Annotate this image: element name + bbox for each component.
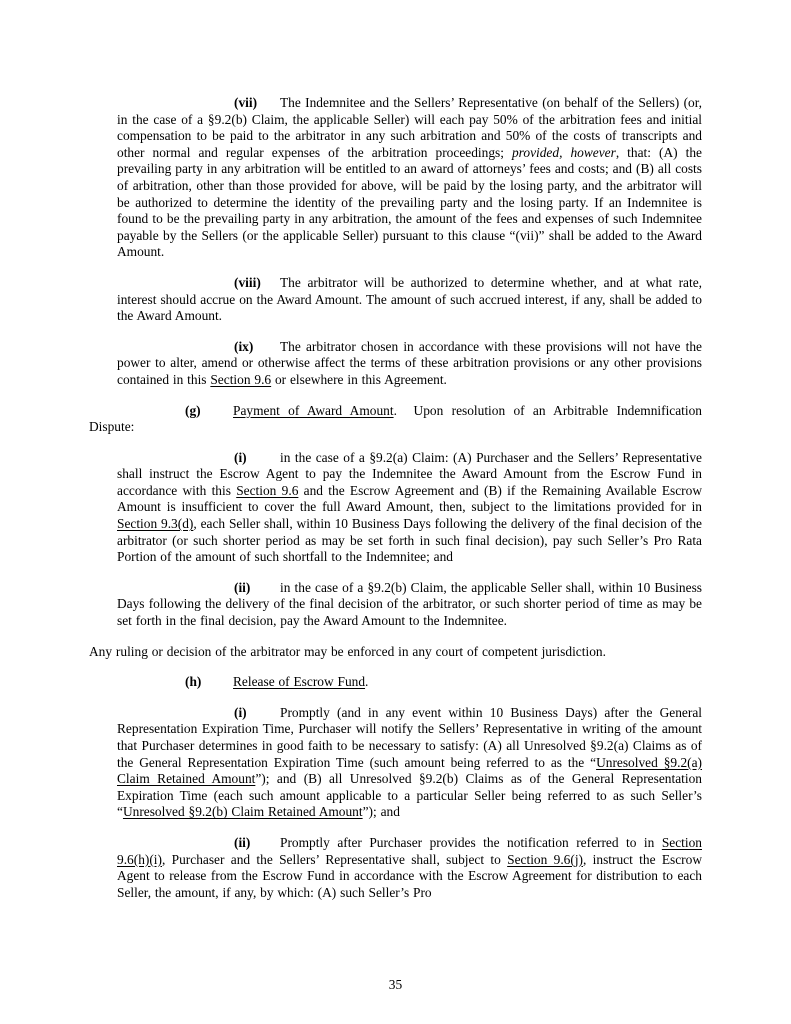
paragraph-section-h-i [117, 705, 702, 821]
text-run: or elsewhere in this Agreement. [271, 371, 447, 387]
paragraph-clause-vii [117, 95, 702, 261]
underlined-term: Section 9.6 [210, 371, 272, 387]
underlined-term: Unresolved §9.2(b) Claim Retained Amount [122, 804, 363, 820]
text-run: , instruct the Escrow Agent to release from the Escrow Fund in accordance with the Escrow Agreement for distribution to each Seller, the amount, if any, by which: (A) such Seller’s Pro [117, 851, 702, 900]
paragraph-clause-ix [117, 339, 702, 389]
text-run: Any ruling or decision of the arbitrator may be enforced in any court of competent jurisdiction. [89, 643, 606, 659]
italic-text: provided, however [511, 144, 616, 160]
text-run: The Indemnitee and the Sellers’ Representative (on behalf of the Sellers) (or, in the case of a §9.2(b) Claim, the applicable Seller) will each pay 50% of the arbitration fees and initial compensation to be paid to the arbitrator in any such arbitration and 50% of the costs of transcripts and other normal and regular expenses of the arbitration proceedings; [117, 95, 702, 160]
paragraph-section-g-ii [117, 580, 702, 630]
paragraph-section-g-i [117, 450, 702, 566]
text-run: in the case of a §9.2(a) Claim: (A) Purchaser and the Sellers’ Representative shall instruct the Escrow Agent to pay the Indemnitee the Award Amount from the Escrow Fund in accordance with this [117, 449, 702, 498]
underlined-term: Section 9.6 [236, 482, 299, 498]
text-run: ”); and (B) all Unresolved §9.2(b) Claims as of the General Representation Expiration Time (each such amount applicable to a particular Seller being referred to as such Seller’s “ [117, 771, 702, 820]
item-label: (g) [185, 402, 201, 418]
item-label: (i) [234, 704, 247, 720]
page-body [89, 95, 702, 915]
text-run: in the case of a §9.2(b) Claim, the applicable Seller shall, within 10 Business Days following the delivery of the final decision of the arbitrator, or such shorter period of time as may be set forth in the final decision, pay the Award Amount to the Indemnitee. [117, 579, 702, 629]
item-label: (ii) [234, 834, 251, 850]
underlined-term: Unresolved §9.2(a) Claim Retained Amount [117, 754, 703, 787]
item-label: (ii) [234, 579, 251, 595]
paragraph-section-h-ii [117, 835, 702, 901]
text-run: . [365, 674, 369, 690]
text-run: The arbitrator will be authorized to determine whether, and at what rate, interest should accrue on the Award Amount. The amount of such accrued interest, if any, shall be added to the Award Amount. [117, 274, 702, 324]
text-run: , each Seller shall, within 10 Business Days following the delivery of the final decision of the arbitrator (or such shorter period as may be set forth in such final decision), pay such Seller’s Pro Rata Portion of the amount of such shortfall to the Indemnitee; and [117, 516, 702, 565]
text-run: ”); and [362, 804, 400, 820]
underlined-term: Section 9.6(h)(i) [117, 834, 702, 867]
item-label: (i) [234, 449, 247, 465]
page-number: 35 [388, 977, 403, 992]
text-run: The arbitrator chosen in accordance with these provisions will not have the power to alter, amend or otherwise affect the terms of these arbitration provisions or any other provisions contained in this [117, 338, 702, 387]
text-run: , that: (A) the prevailing party in any arbitration will be entitled to an award of attorneys’ fees and costs; and (B) all costs of arbitration, other than those provided for above, will be paid by the losing party, and the arbitrator will be authorized to determine the identity of the prevailing party and the losing party. If an Indemnitee is found to be the prevailing party in any arbitration, the amount of the fees and expenses of such Indemnitee payable by the Sellers (or the applicable Seller) pursuant to this clause “(vii)” shall be added to the Award Amount. [117, 144, 702, 260]
text-run: and the Escrow Agreement and (B) if the Remaining Available Escrow Amount is insufficient to cover the full Award Amount, then, subject to the limitations provided for in [117, 482, 702, 515]
underlined-term: Section 9.6(j) [507, 851, 584, 867]
text-run: , Purchaser and the Sellers’ Representative shall, subject to [162, 851, 508, 867]
paragraph-section-h [89, 674, 702, 691]
paragraph-clause-viii [117, 275, 702, 325]
item-label: (h) [185, 674, 202, 690]
text-run: Promptly after Purchaser provides the notification referred to in [280, 834, 662, 850]
text-run: . Upon resolution of an Arbitrable Indemnification Dispute: [89, 402, 703, 435]
underlined-term: Section 9.3(d) [117, 516, 194, 532]
underlined-term: Payment of Award Amount [233, 402, 394, 418]
item-label: (viii) [234, 274, 261, 290]
underlined-term: Release of Escrow Fund [233, 674, 366, 690]
text-run: Promptly (and in any event within 10 Business Days) after the General Representation Expiration Time, Purchaser will notify the Sellers’ Representative in writing of the amount that Purchaser determines in good faith to be necessary to satisfy: (A) all Unresolved §9.2(a) Claims as of the General Representation Expiration Time (such amount being referred to as the “ [117, 704, 702, 770]
paragraph-any-ruling [89, 644, 702, 661]
item-label: (vii) [234, 95, 258, 110]
paragraph-section-g [89, 403, 702, 436]
item-label: (ix) [234, 338, 254, 354]
